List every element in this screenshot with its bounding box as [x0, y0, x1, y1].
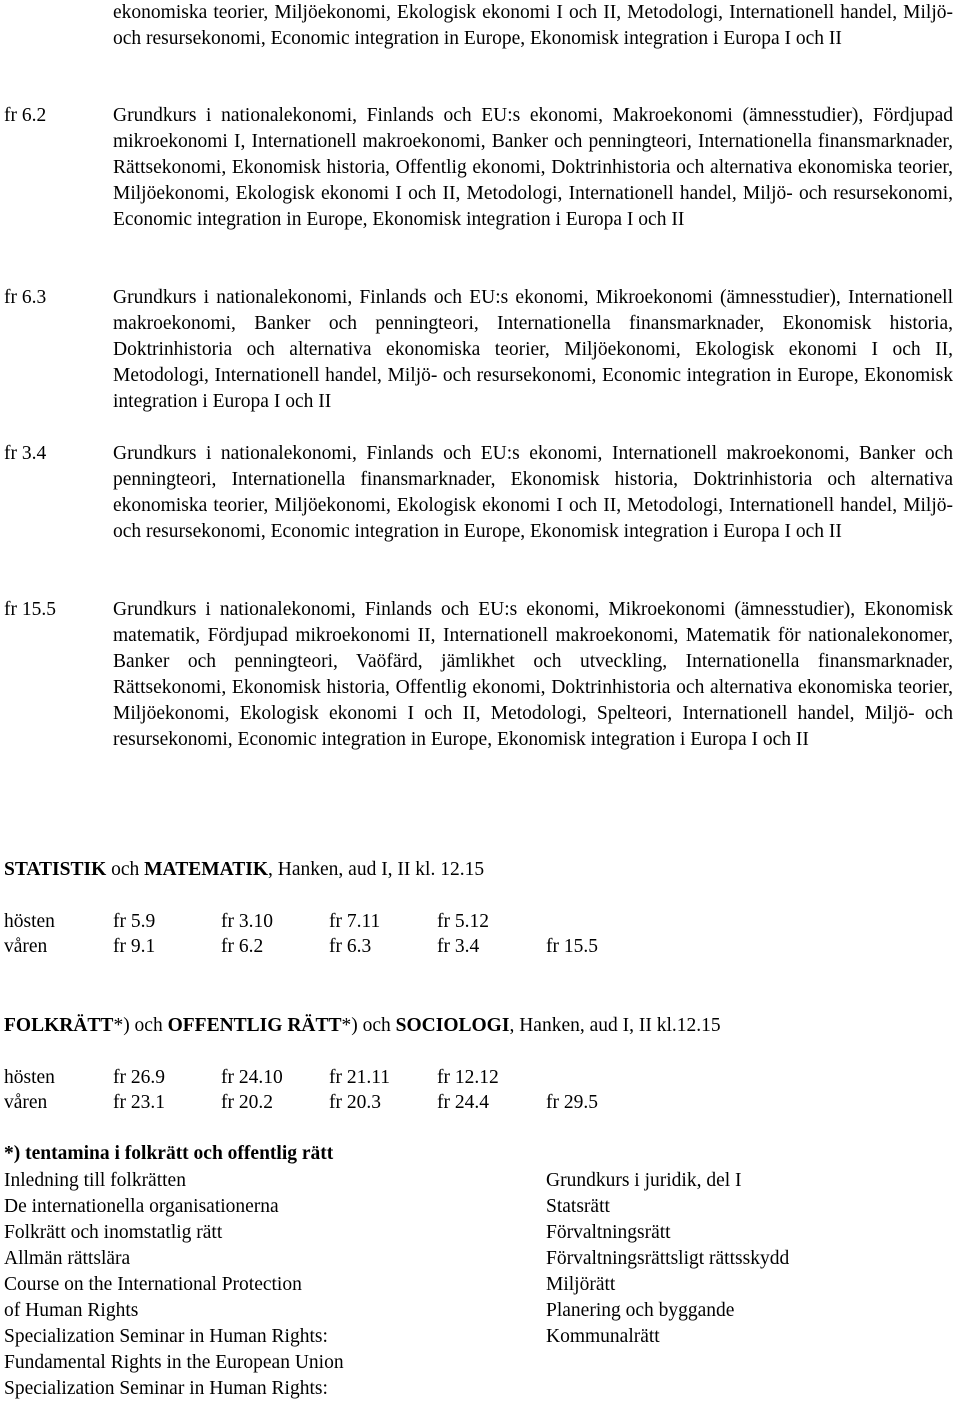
course-list-text: Grundkurs i nationalekonomi, Finlands och EU:s ekonomi, Makroekonomi (ämnesstudier), Fördjupad mikroekonomi I, Internationell makroekonomi, Banker och penningteori, Internationella finansmarknader, Rättsekonomi, Ekonomisk historia, Offentlig ekonomi, Doktrinhistoria och alternativa ekonomiska teorier, Miljöekonomi, Ekologisk ekonomi I och II, Metodologi, Internationell handel, Miljö- och resursekonomi, Economic integration in Europe, Ekonomisk integration i Europa I och II: [113, 105, 953, 230]
heading-location: , Hanken, aud I, II kl.12.15: [509, 1015, 721, 1036]
offentlig-ratt-course: Planering och byggande: [546, 1300, 735, 1321]
exam-date: fr 5.9: [113, 911, 156, 932]
offentlig-ratt-title: OFFENTLIG RÄTT: [167, 1015, 342, 1036]
exam-date: fr 9.1: [113, 936, 156, 957]
exam-date-label: fr 3.4: [4, 443, 47, 464]
folkratt-course: Specialization Seminar in Human Rights:: [4, 1378, 328, 1399]
exam-date: fr 20.3: [329, 1092, 381, 1113]
course-list-text: Grundkurs i nationalekonomi, Finlands och EU:s ekonomi, Mikroekonomi (ämnesstudier), Ekonomisk matematik, Fördjupad mikroekonomi II, Internationell makroekonomi, Matematik för nationalekonomer, Banker och penningteori, Vaöfärd, jämlikhet och utveckling, Internationella finansmarknader, Rättsekonomi, Ekonomisk historia, Offentlig ekonomi, Doktrinhistoria och alternativa ekonomiska teorier, Miljöekonomi, Ekologisk ekonomi I och II, Metodologi, Spelteori, Internationell handel, Miljö- och resursekonomi, Economic integration in Europe, Ekonomisk integration i Europa I och II: [113, 599, 953, 750]
exam-date: fr 5.12: [437, 911, 489, 932]
folkratt-row-hosten: [4, 1065, 704, 1091]
matematik-title: MATEMATIK: [144, 859, 269, 880]
exam-date-label: fr 15.5: [4, 599, 56, 620]
heading-connector: *) och: [113, 1015, 168, 1036]
exam-note-title: *) tentamina i folkrätt och offentlig rätt: [4, 1143, 334, 1164]
exam-date: fr 20.2: [221, 1092, 273, 1113]
sociologi-title: SOCIOLOGI: [395, 1015, 510, 1036]
exam-date: fr 3.10: [221, 911, 273, 932]
exam-date: fr 24.10: [221, 1067, 283, 1088]
term-label: våren: [4, 936, 48, 957]
offentlig-ratt-course: Miljörätt: [546, 1274, 616, 1295]
folkratt-course: Folkrätt och inomstatlig rätt: [4, 1222, 223, 1243]
exam-date: fr 3.4: [437, 936, 480, 957]
folkratt-course: of Human Rights: [4, 1300, 139, 1321]
statistik-title: STATISTIK: [4, 859, 107, 880]
exam-date: fr 21.11: [329, 1067, 391, 1088]
folkratt-course: De internationella organisationerna: [4, 1196, 279, 1217]
exam-date: fr 6.3: [329, 936, 372, 957]
exam-date: fr 15.5: [546, 936, 598, 957]
course-list-text: Grundkurs i nationalekonomi, Finlands och EU:s ekonomi, Mikroekonomi (ämnesstudier), Internationell makroekonomi, Banker och penningteori, Internationella finansmarknader, Ekonomisk historia, Doktrinhistoria och alternativa ekonomiska teorier, Miljöekonomi, Ekologisk ekonomi I och II, Metodologi, Internationell handel, Miljö- och resursekonomi, Economic integration in Europe, Ekonomisk integration i Europa I och II: [113, 287, 953, 412]
statistik-row-varen: [4, 934, 704, 960]
heading-connector: *) och: [341, 1015, 396, 1036]
offentlig-ratt-course: Förvaltningsrättsligt rättsskydd: [546, 1248, 790, 1269]
statistik-heading: [4, 857, 484, 883]
folkratt-course: Allmän rättslära: [4, 1248, 131, 1269]
exam-date: fr 12.12: [437, 1067, 499, 1088]
exam-date: fr 29.5: [546, 1092, 598, 1113]
term-label: hösten: [4, 911, 55, 932]
exam-date: fr 24.4: [437, 1092, 489, 1113]
term-label: våren: [4, 1092, 48, 1113]
folkratt-course: Inledning till folkrätten: [4, 1170, 186, 1191]
course-list-text: ekonomiska teorier, Miljöekonomi, Ekologisk ekonomi I och II, Metodologi, Internationell handel, Miljö- och resursekonomi, Economic integration in Europe, Ekonomisk integration i Europa I och II: [113, 2, 953, 49]
folkratt-course: Fundamental Rights in the European Union: [4, 1352, 344, 1373]
heading-connector: och: [106, 859, 145, 880]
folkratt-course: Specialization Seminar in Human Rights:: [4, 1326, 328, 1347]
offentlig-ratt-course: Grundkurs i juridik, del I: [546, 1170, 742, 1191]
heading-location: , Hanken, aud I, II kl. 12.15: [268, 859, 485, 880]
offentlig-ratt-course: Statsrätt: [546, 1196, 610, 1217]
exam-date: fr 26.9: [113, 1067, 165, 1088]
course-list-text: Grundkurs i nationalekonomi, Finlands och EU:s ekonomi, Internationell makroekonomi, Banker och penningteori, Internationella finansmarknader, Ekonomisk historia, Doktrinhistoria och alternativa ekonomiska teorier, Miljöekonomi, Ekologisk ekonomi I och II, Metodologi, Internationell handel, Miljö- och resursekonomi, Economic integration in Europe, Ekonomisk integration i Europa I och II: [113, 443, 953, 542]
folkratt-title: FOLKRÄTT: [4, 1015, 114, 1036]
folkratt-row-varen: [4, 1090, 704, 1116]
exam-date-label: fr 6.3: [4, 287, 47, 308]
exam-date: fr 23.1: [113, 1092, 165, 1113]
exam-date-label: fr 6.2: [4, 105, 47, 126]
folkratt-course: Course on the International Protection: [4, 1274, 302, 1295]
offentlig-ratt-course-list: [546, 1168, 789, 1350]
offentlig-ratt-course: Förvaltningsrätt: [546, 1222, 671, 1243]
folkratt-course-list: [4, 1168, 344, 1402]
exam-date: fr 7.11: [329, 911, 381, 932]
term-label: hösten: [4, 1067, 55, 1088]
offentlig-ratt-course: Kommunalrätt: [546, 1326, 660, 1347]
exam-date: fr 6.2: [221, 936, 264, 957]
folkratt-heading: [4, 1013, 721, 1039]
statistik-row-hosten: [4, 909, 704, 935]
